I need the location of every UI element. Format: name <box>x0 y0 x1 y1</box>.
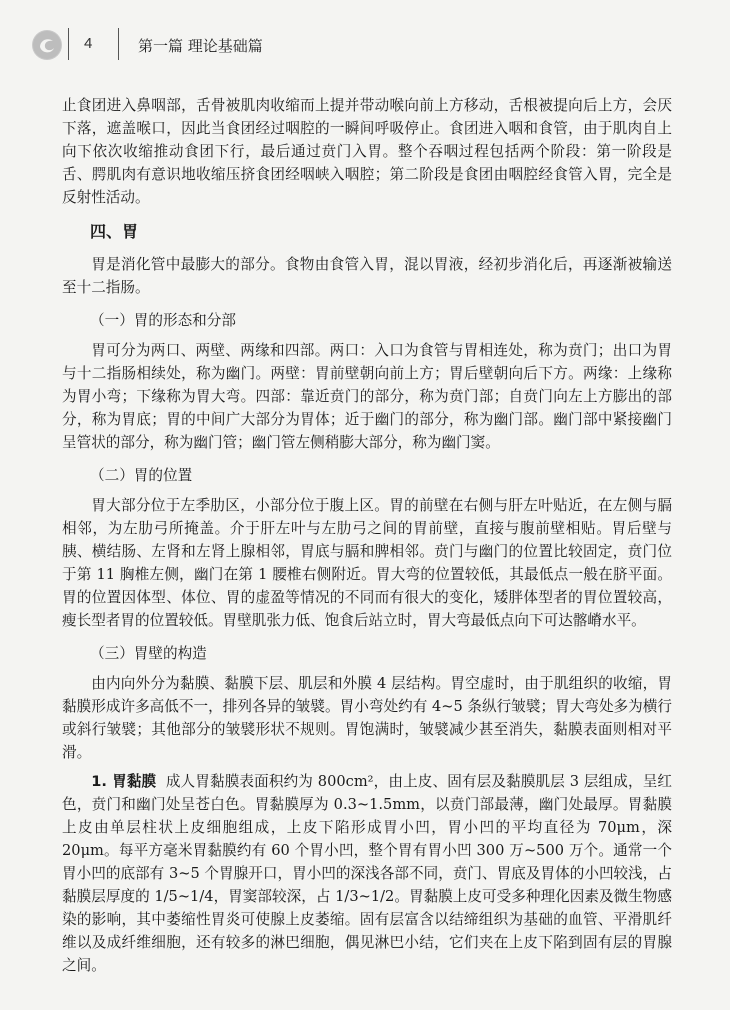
heading-stomach: 四、胃 <box>90 222 139 241</box>
heading-stomach-wall: （三）胃壁的构造 <box>90 645 207 662</box>
running-section-title: 第一篇 理论基础篇 <box>138 37 263 55</box>
gastric-mucosa-text: 成人胃黏膜表面积约为 800cm²，由上皮、固有层及黏膜肌层 3 层组成，呈红色，贲门和幽门处呈苍白色。胃黏膜厚为 0.3~1.5mm，以贲门部最薄，幽门处最厚。胃黏膜上皮由单层柱状上皮细胞组成，上皮下陷形成胃小凹，胃小凹的平均直径为 70μm，深 20μm。每平方毫米胃黏膜约有 60 个胃小凹，整个胃有胃小凹 300 万~500 万个。通常一个胃小凹的底部有 3~5 个胃腺开口，胃小凹的深浅各部不同，贲门、胃底及胃体的小凹较浅，占黏膜层厚度的 1/5~1/4，胃窦部较深，占 1/3~1/2。胃黏膜上皮可受多种理化因素及微生物感染的影响，其中萎缩性胃炎可使腺上皮萎缩。固有层富含以结缔组织为基础的血管、平滑肌纤维以及成纤维细胞，还有较多的淋巴细胞，偶见淋巴小结，它们夹在上皮下陷到固有层的胃腺之间。 <box>62 773 673 974</box>
header-divider <box>68 28 69 60</box>
header-divider <box>118 28 119 60</box>
page-body <box>62 94 672 977</box>
paragraph-stomach-intro: 胃是消化管中最膨大的部分。食物由食管入胃，混以胃液，经初步消化后，再逐渐被输送至十二指肠。 <box>62 256 672 296</box>
paragraph-stomach-position: 胃大部分位于左季肋区，小部分位于腹上区。胃的前壁在右侧与肝左叶贴近，在左侧与膈相邻，为左肋弓所掩盖。介于肝左叶与左肋弓之间的胃前壁，直接与腹前壁相贴。胃后壁与胰、横结肠、左肾和左肾上腺相邻，胃底与膈和脾相邻。贲门与幽门的位置比较固定，贲门位于第 11 胸椎左侧，幽门在第 1 腰椎右侧附近。胃大弯的位置较低，其最低点一般在脐平面。胃的位置因体型、体位、胃的虚盈等情况的不同而有很大的变化，矮胖体型者的胃位置较高，瘦长型者胃的位置较低。胃壁肌张力低、饱食后站立时，胃大弯最低点向下可达髂嵴水平。 <box>62 497 672 629</box>
heading-stomach-position: （二）胃的位置 <box>90 467 193 484</box>
run-in-heading-gastric-mucosa: 1. 胃黏膜 <box>91 773 157 790</box>
page-number: 4 <box>84 35 93 52</box>
paragraph-stomach-wall: 由内向外分为黏膜、黏膜下层、肌层和外膜 4 层结构。胃空虚时，由于肌组织的收缩，胃黏膜形成许多高低不一，排列各异的皱襞。胃小弯处约有 4~5 条纵行皱襞；胃大弯处多为横行或斜行皱襞；其他部分的皱襞形状不规则。胃饱满时，皱襞减少甚至消失，黏膜表面则相对平滑。 <box>62 675 672 761</box>
page-header <box>0 0 730 70</box>
heading-stomach-shape: （一）胃的形态和分部 <box>90 312 236 329</box>
publisher-logo-icon <box>32 30 62 60</box>
paragraph-swallowing: 止食团进入鼻咽部，舌骨被肌肉收缩而上提并带动喉向前上方移动，舌根被提向后上方，会厌下落，遮盖喉口，因此当食团经过咽腔的一瞬间呼吸停止。食团进入咽和食管，由于肌肉自上向下依次收缩推动食团下行，最后通过贲门入胃。整个吞咽过程包括两个阶段：第一阶段是舌、腭肌肉有意识地收缩压挤食团经咽峡入咽腔；第二阶段是食团由咽腔经食管入胃，完全是反射性活动。 <box>62 97 672 206</box>
paragraph-gastric-mucosa <box>62 770 672 977</box>
paragraph-stomach-shape: 胃可分为两口、两壁、两缘和四部。两口：入口为食管与胃相连处，称为贲门；出口为胃与十二指肠相续处，称为幽门。两壁：胃前壁朝向前上方；胃后壁朝向后下方。两缘：上缘称为胃小弯；下缘称为胃大弯。四部：靠近贲门的部分，称为贲门部；自贲门向左上方膨出的部分，称为胃底；胃的中间广大部分为胃体；近于幽门的部分，称为幽门部。幽门部中紧接幽门呈管状的部分，称为幽门管；幽门管左侧稍膨大部分，称为幽门窦。 <box>62 342 672 451</box>
